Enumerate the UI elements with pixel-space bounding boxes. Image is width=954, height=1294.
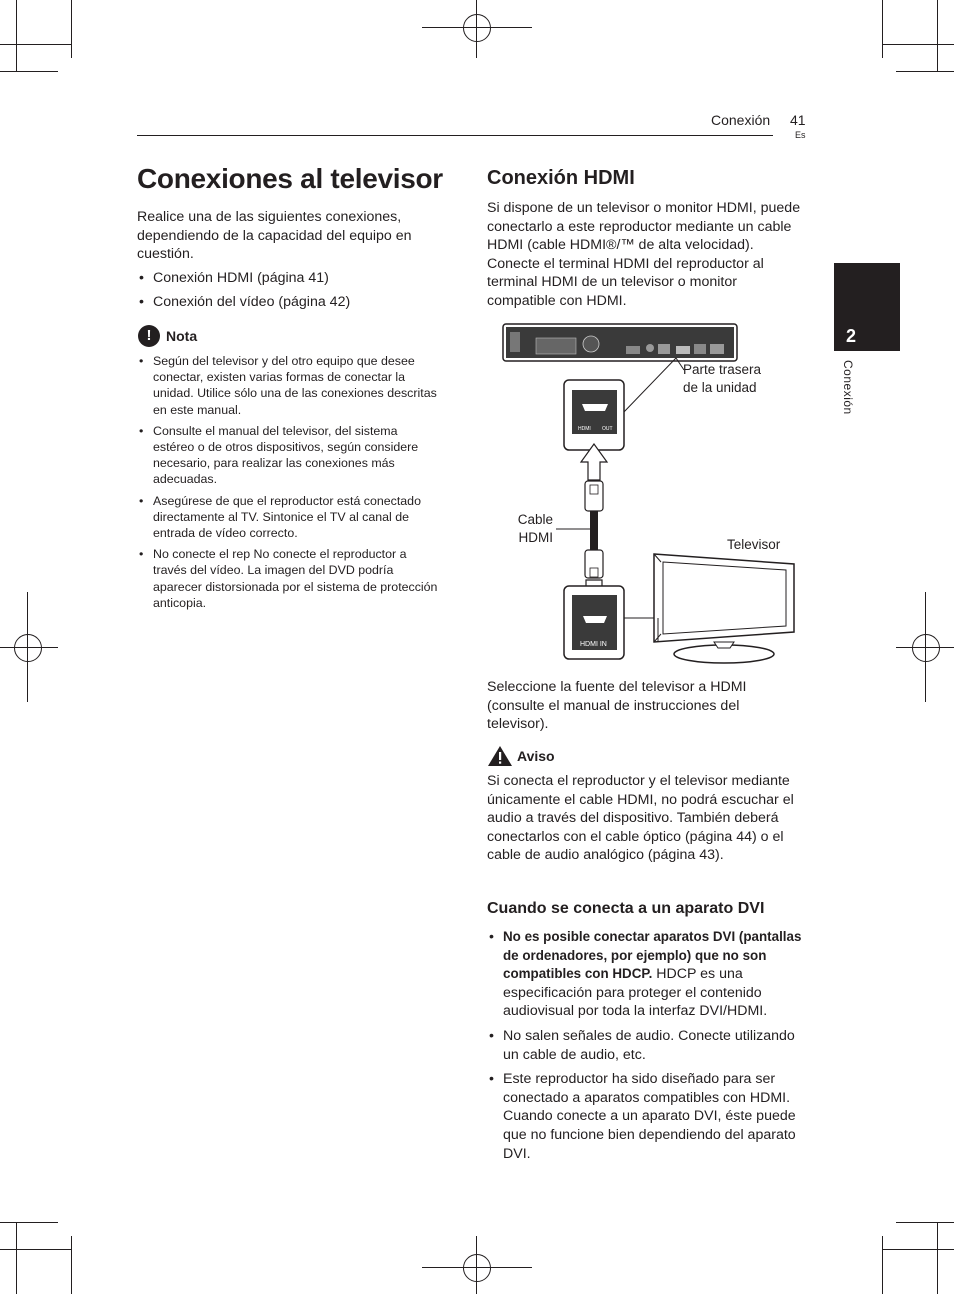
svg-text:HDMI IN: HDMI IN (580, 641, 607, 648)
exclamation-icon: ! (138, 325, 160, 347)
chapter-number: 2 (846, 326, 857, 346)
note-item: • Asegúrese de que el reproductor está conectado directamente al TV. Sintonice el TV al canal de entrada de vídeo correcto. (137, 493, 442, 542)
dvi-section-title: Cuando se conecta a un aparato DVI (487, 900, 765, 917)
list-item: • No es posible conectar aparatos DVI (pantallas de ordenadores, por ejemplo) que no son compatibles con HDCP. HDCP es una especificación para proteger el contenido audiovisual por toda la interfaz DVI/HDMI. (487, 928, 805, 1021)
header-section-name: Conexión (711, 112, 771, 128)
note-list (137, 353, 442, 616)
warning-triangle-icon (487, 745, 513, 767)
list-item: • No salen señales de audio. Conecte utilizando un cable de audio, etc. (487, 1027, 805, 1064)
note-item: • No conecte el rep No conecte el reproductor a través del vídeo. La imagen del DVD podría aparecer distorsionada por el sistema de protección anticopia. (137, 546, 442, 611)
list-item: • Conexión del vídeo (página 42) (137, 293, 437, 312)
note-title: Nota (166, 328, 198, 344)
header-rule (137, 135, 773, 136)
warning-text: Si conecta el reproductor y el televisor mediante únicamente el cable HDMI, no podrá escuchar el audio a través del dispositivo. También deberá conectarlos con el cable óptico (página 44) o el cable de audio analógico (página 43). (487, 773, 794, 864)
tv-label: Televisor (727, 537, 781, 552)
connection-list (137, 269, 437, 311)
hdmi-intro: Si dispone de un televisor o monitor HDMI, puede conectarlo a este reproductor mediante un cable HDMI (cable HDMI®/™ de alta velocidad). Conecte el terminal HDMI del reproductor al terminal HDMI de un televisor o monitor compatible con HDMI. (487, 200, 801, 309)
left-intro: Realice una de las siguientes conexiones, dependiendo de la capacidad del equipo en cuestión. (137, 209, 412, 263)
chapter-label: Conexión (841, 360, 855, 415)
note-item: • Según del televisor y del otro equipo que desee conectar, existen varias formas de conectar la unidad. Utilice sólo una de las conexiones descritas en este manual. (137, 353, 442, 418)
rear-panel-label: Parte trasera de la unidad (683, 362, 762, 395)
cable-label: Cable HDMI (517, 512, 553, 545)
source-instruction: Seleccione la fuente del televisor a HDMI (consulte el manual de instrucciones del televisor). (487, 679, 747, 733)
list-item: • Este reproductor ha sido diseñado para ser conectado a aparatos compatibles con HDMI. Cuando conecte a un aparato DVI, éste puede que no funcione bien dependiendo del aparato DVI. (487, 1070, 805, 1163)
hdmi-in-port-detail (564, 586, 624, 659)
hdmi-cable (556, 481, 603, 578)
dvi-list (487, 928, 805, 1169)
chapter-tab (834, 263, 900, 351)
television (624, 554, 794, 663)
list-item: • Conexión HDMI (página 41) (137, 269, 437, 288)
hdmi-connection-diagram (486, 318, 826, 678)
warning-title: Aviso (517, 748, 555, 764)
player-rear-panel (503, 324, 737, 361)
note-item: • Consulte el manual del televisor, del sistema estéreo o de otros dispositivos, según considere necesario, para realizar las conexiones más adecuadas. (137, 423, 442, 488)
hdmi-out-port-detail (564, 380, 624, 450)
svg-text:HDMI: HDMI (578, 426, 591, 432)
page-number: 41 (790, 112, 806, 128)
svg-text:OUT: OUT (602, 426, 613, 432)
language-code: Es (795, 130, 806, 140)
note-heading (138, 325, 197, 347)
warning-heading (487, 745, 555, 767)
section-title: Conexión HDMI (487, 167, 635, 189)
page-title: Conexiones al televisor (137, 163, 443, 194)
